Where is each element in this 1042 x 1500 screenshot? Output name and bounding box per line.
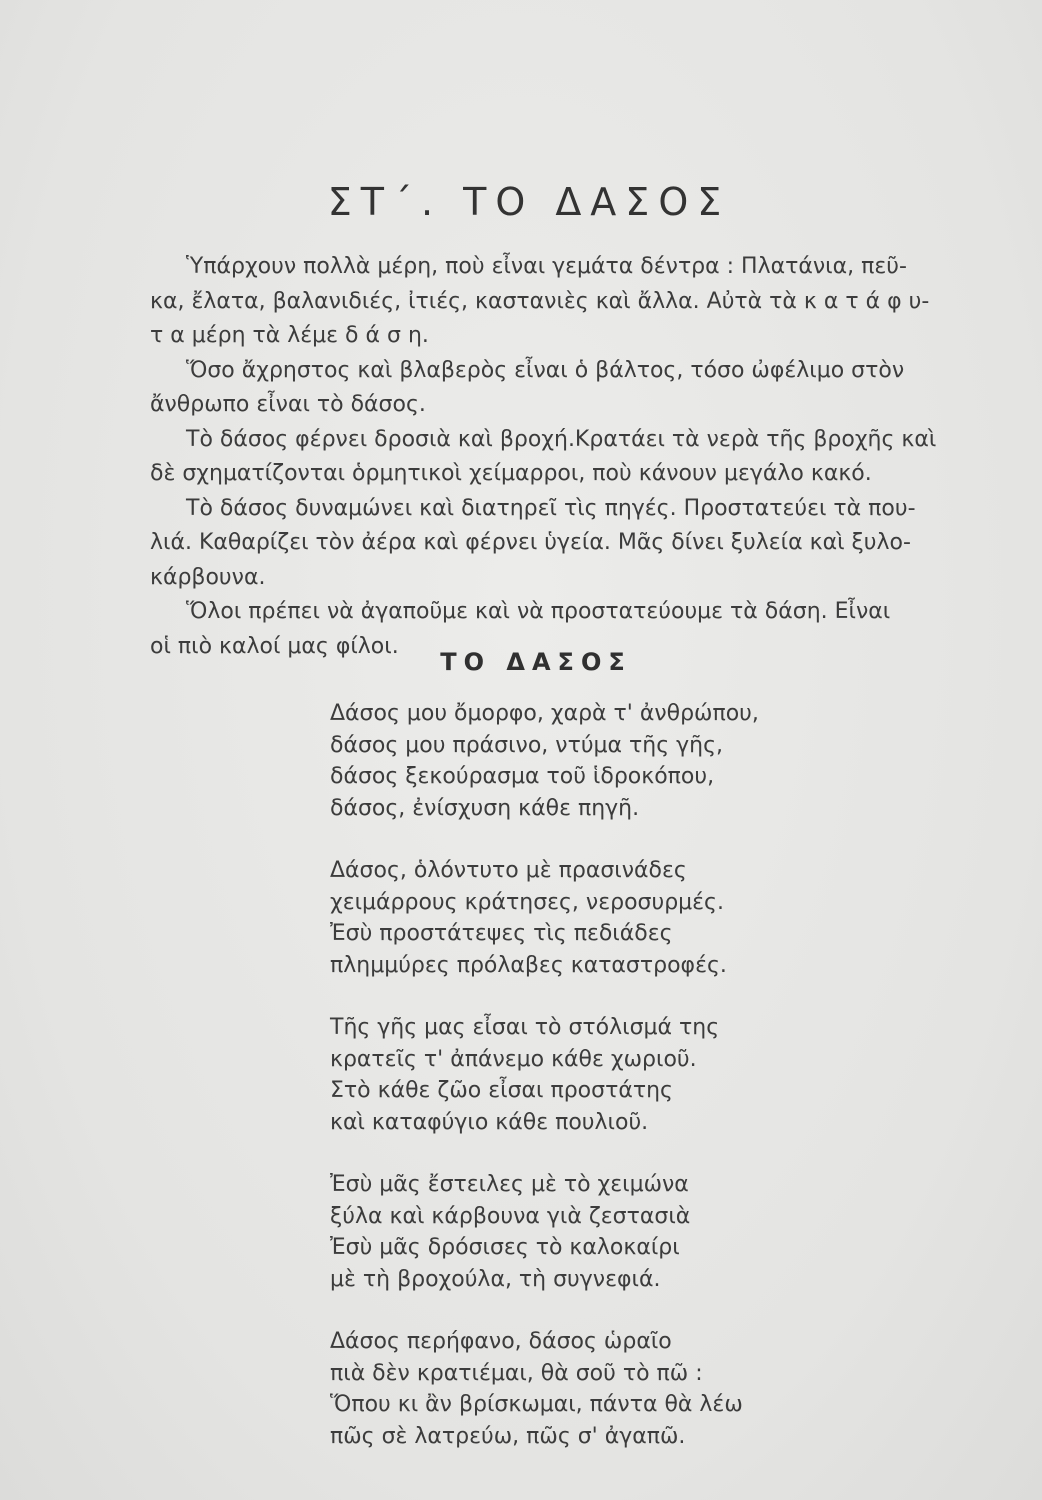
poem-verse: κρατεῖς τ' ἀπάνεμο κάθε χωριοῦ. (330, 1046, 697, 1072)
poem-verse: μὲ τὴ βροχούλα, τὴ συγνεφιά. (330, 1266, 661, 1292)
poem-stanza (330, 1326, 930, 1452)
prose-line: κάρβουνα. (150, 564, 266, 590)
prose-line: Ὅλοι πρέπει νὰ ἀγαποῦμε καὶ νὰ προστατεύουμε τὰ δάση. Εἶναι (186, 599, 891, 624)
prose-line: κα, ἔλατα, βαλανιδιές, ἰτιές, καστανιὲς καὶ ἄλλα. Αὐτὰ τὰ κ α τ ά φ υ- (150, 288, 930, 314)
poem-stanza (330, 855, 930, 981)
poem-verse: Δάσος μου ὄμορφο, χαρὰ τ' ἀνθρώπου, (330, 701, 759, 726)
chapter-title: ΣΤ΄. ΤΟ ΔΑΣΟΣ (327, 180, 731, 224)
poem-verse: Δάσος, ὁλόντυτο μὲ πρασινάδες (330, 858, 687, 883)
poem (330, 698, 930, 1483)
poem-verse: Δάσος περήφανο, δάσος ὡραῖο (330, 1329, 672, 1354)
poem-stanza (330, 698, 930, 824)
poem-verse: Ὅπου κι ἂν βρίσκωμαι, πάντα θὰ λέω (330, 1392, 743, 1417)
poem-verse: πιὰ δὲν κρατιέμαι, θὰ σοῦ τὸ πῶ : (330, 1360, 703, 1386)
poem-verse: Ἐσὺ προστάτεψες τὶς πεδιάδες (330, 921, 673, 946)
poem-title: ΤΟ ΔΑΣΟΣ (440, 648, 632, 676)
poem-verse: δάσος, ἐνίσχυση κάθε πηγῆ. (330, 795, 640, 821)
prose-line: Ὑπάρχουν πολλὰ μέρη, ποὺ εἶναι γεμάτα δέντρα : Πλατάνια, πεῦ- (186, 254, 907, 279)
poem-verse: καὶ καταφύγιο κάθε πουλιοῦ. (330, 1109, 649, 1135)
prose-line: Τὸ δάσος δυναμώνει καὶ διατηρεῖ τὶς πηγές. Προστατεύει τὰ που- (186, 495, 916, 521)
poem-verse: πλημμύρες πρόλαβες καταστροφές. (330, 952, 727, 978)
poem-verse: ξύλα καὶ κάρβουνα γιὰ ζεστασιὰ (330, 1203, 691, 1229)
poem-stanza (330, 1012, 930, 1138)
poem-stanza (330, 1169, 930, 1295)
prose-line: ἄνθρωπο εἶναι τὸ δάσος. (150, 392, 426, 417)
prose-line: τ α μέρη τὰ λέμε δ ά σ η. (150, 323, 429, 348)
prose-line: οἱ πιὸ καλοί μας φίλοι. (150, 633, 399, 659)
poem-verse: δάσος μου πράσινο, ντύμα τῆς γῆς, (330, 732, 724, 758)
poem-verse: δάσος ξεκούρασμα τοῦ ἱδροκόπου, (330, 764, 715, 789)
poem-verse: Στὸ κάθε ζῶο εἶσαι προστάτης (330, 1078, 673, 1103)
poem-verse: Ἐσὺ μᾶς δρόσισες τὸ καλοκαίρι (330, 1235, 680, 1260)
prose-line: Τὸ δάσος φέρνει δροσιὰ καὶ βροχή.Κρατάει τὰ νερὰ τῆς βροχῆς καὶ (186, 426, 937, 452)
prose-line: Ὅσο ἄχρηστος καὶ βλαβερὸς εἶναι ὁ βάλτος, τόσο ὠφέλιμο στὸν (186, 357, 905, 383)
poem-verse: Ἐσὺ μᾶς ἔστειλες μὲ τὸ χειμώνα (330, 1172, 689, 1197)
poem-verse: πῶς σὲ λατρεύω, πῶς σ' ἀγαπῶ. (330, 1423, 686, 1449)
prose-section (150, 250, 1012, 664)
poem-verse: χειμάρρους κράτησες, νεροσυρμές. (330, 889, 724, 915)
prose-line: δὲ σχηματίζονται ὁρμητικοὶ χείμαρροι, ποὺ κάνουν μεγάλο κακό. (150, 461, 872, 486)
prose-line: λιά. Καθαρίζει τὸν ἀέρα καὶ φέρνει ὑγεία. Μᾶς δίνει ξυλεία καὶ ξυλο- (150, 530, 911, 555)
poem-verse: Τῆς γῆς μας εἶσαι τὸ στόλισμά της (330, 1015, 720, 1040)
